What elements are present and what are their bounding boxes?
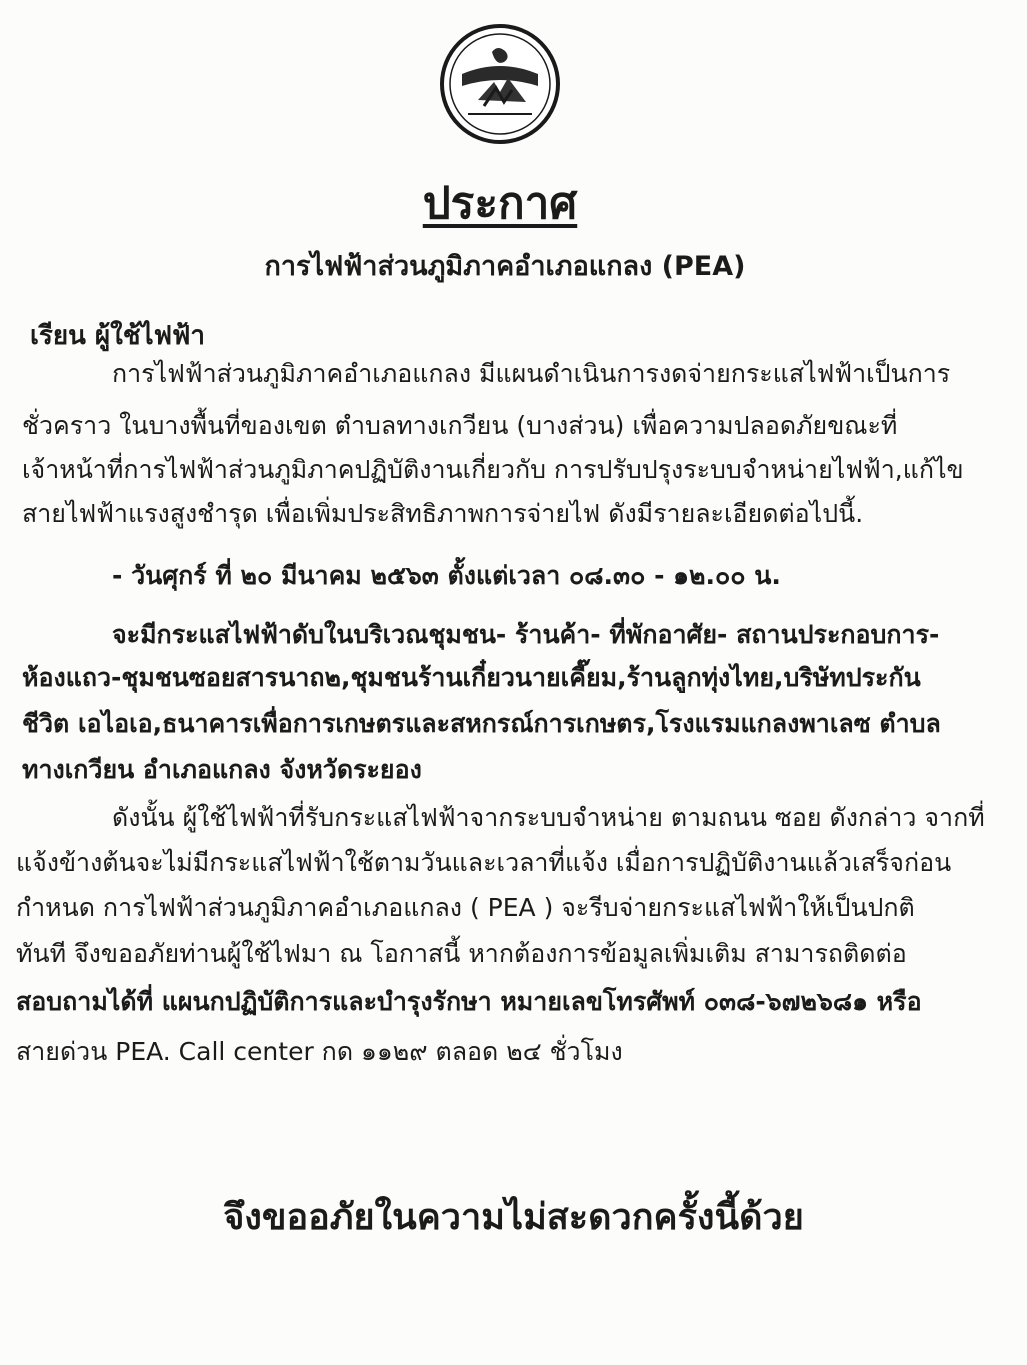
affected-area-line: จะมีกระแสไฟฟ้าดับในบริเวณชุมชน- ร้านค้า- ที่พักอาศัย- สถานประกอบการ- [112, 620, 940, 649]
page-title: ประกาศ [422, 178, 578, 229]
paragraph-line: เจ้าหน้าที่การไฟฟ้าส่วนภูมิภาคปฏิบัติงานเกี่ยวกับ การปรับปรุงระบบจำหน่ายไฟฟ้า,แก้ไข [22, 455, 964, 484]
affected-area-line: ทางเกวียน อำเภอแกลง จังหวัดระยอง [22, 755, 422, 784]
page-subtitle: การไฟฟ้าส่วนภูมิภาคอำเภอแกลง (PEA) [264, 251, 746, 282]
contact-line: สอบถามได้ที่ แผนกปฏิบัติการและบำรุงรักษา หมายเลขโทรศัพท์ ๐๓๘-๖๗๒๖๘๑ หรือ [16, 987, 922, 1016]
schedule-line: - วันศุกร์ ที่ ๒๐ มีนาคม ๒๕๖๓ ตั้งแต่เวลา ๐๘.๓๐ - ๑๒.๐๐ น. [112, 561, 781, 590]
paragraph-line: ทันที จึงขออภัยท่านผู้ใช้ไฟมา ณ โอกาสนี้ หากต้องการข้อมูลเพิ่มเติม สามารถติดต่อ [16, 939, 907, 968]
affected-area-line: ห้องแถว-ชุมชนซอยสารนาถ๒,ชุมชนร้านเกี๋ยวนายเคี๊ยม,ร้านลูกทุ่งไทย,บริษัทประกัน [22, 663, 921, 692]
paragraph-line: ชั่วคราว ในบางพื้นที่ของเขต ตำบลทางเกวียน (บางส่วน) เพื่อความปลอดภัยขณะที่ [22, 411, 898, 440]
hotline-line: สายด่วน PEA. Call center กด ๑๑๒๙ ตลอด ๒๔ ชั่วโมง [16, 1037, 623, 1066]
paragraph-line: สายไฟฟ้าแรงสูงชำรุด เพื่อเพิ่มประสิทธิภาพการจ่ายไฟ ดังมีรายละเอียดต่อไปนี้. [22, 499, 864, 528]
paragraph-line: กำหนด การไฟฟ้าส่วนภูมิภาคอำเภอแกลง ( PEA ) จะรีบจ่ายกระแสไฟฟ้าให้เป็นปกติ [16, 893, 915, 922]
salutation: เรียน ผู้ใช้ไฟฟ้า [30, 321, 205, 351]
closing-apology: จึงขออภัยในความไม่สะดวกครั้งนี้ด้วย [223, 1197, 804, 1238]
paragraph-line: การไฟฟ้าส่วนภูมิภาคอำเภอแกลง มีแผนดำเนินการงดจ่ายกระแสไฟฟ้าเป็นการ [112, 359, 951, 388]
pea-logo [438, 22, 562, 146]
paragraph-line: แจ้งข้างต้นจะไม่มีกระแสไฟฟ้าใช้ตามวันและเวลาที่แจ้ง เมื่อการปฏิบัติงานแล้วเสร็จก่อน [16, 848, 952, 877]
paragraph-line: ดังนั้น ผู้ใช้ไฟฟ้าที่รับกระแสไฟฟ้าจากระบบจำหน่าย ตามถนน ซอย ดังกล่าว จากที่ [112, 803, 985, 832]
affected-area-line: ชีวิต เอไอเอ,ธนาคารเพื่อการเกษตรและสหกรณ์การเกษตร,โรงแรมแกลงพาเลซ ตำบล [22, 709, 941, 738]
